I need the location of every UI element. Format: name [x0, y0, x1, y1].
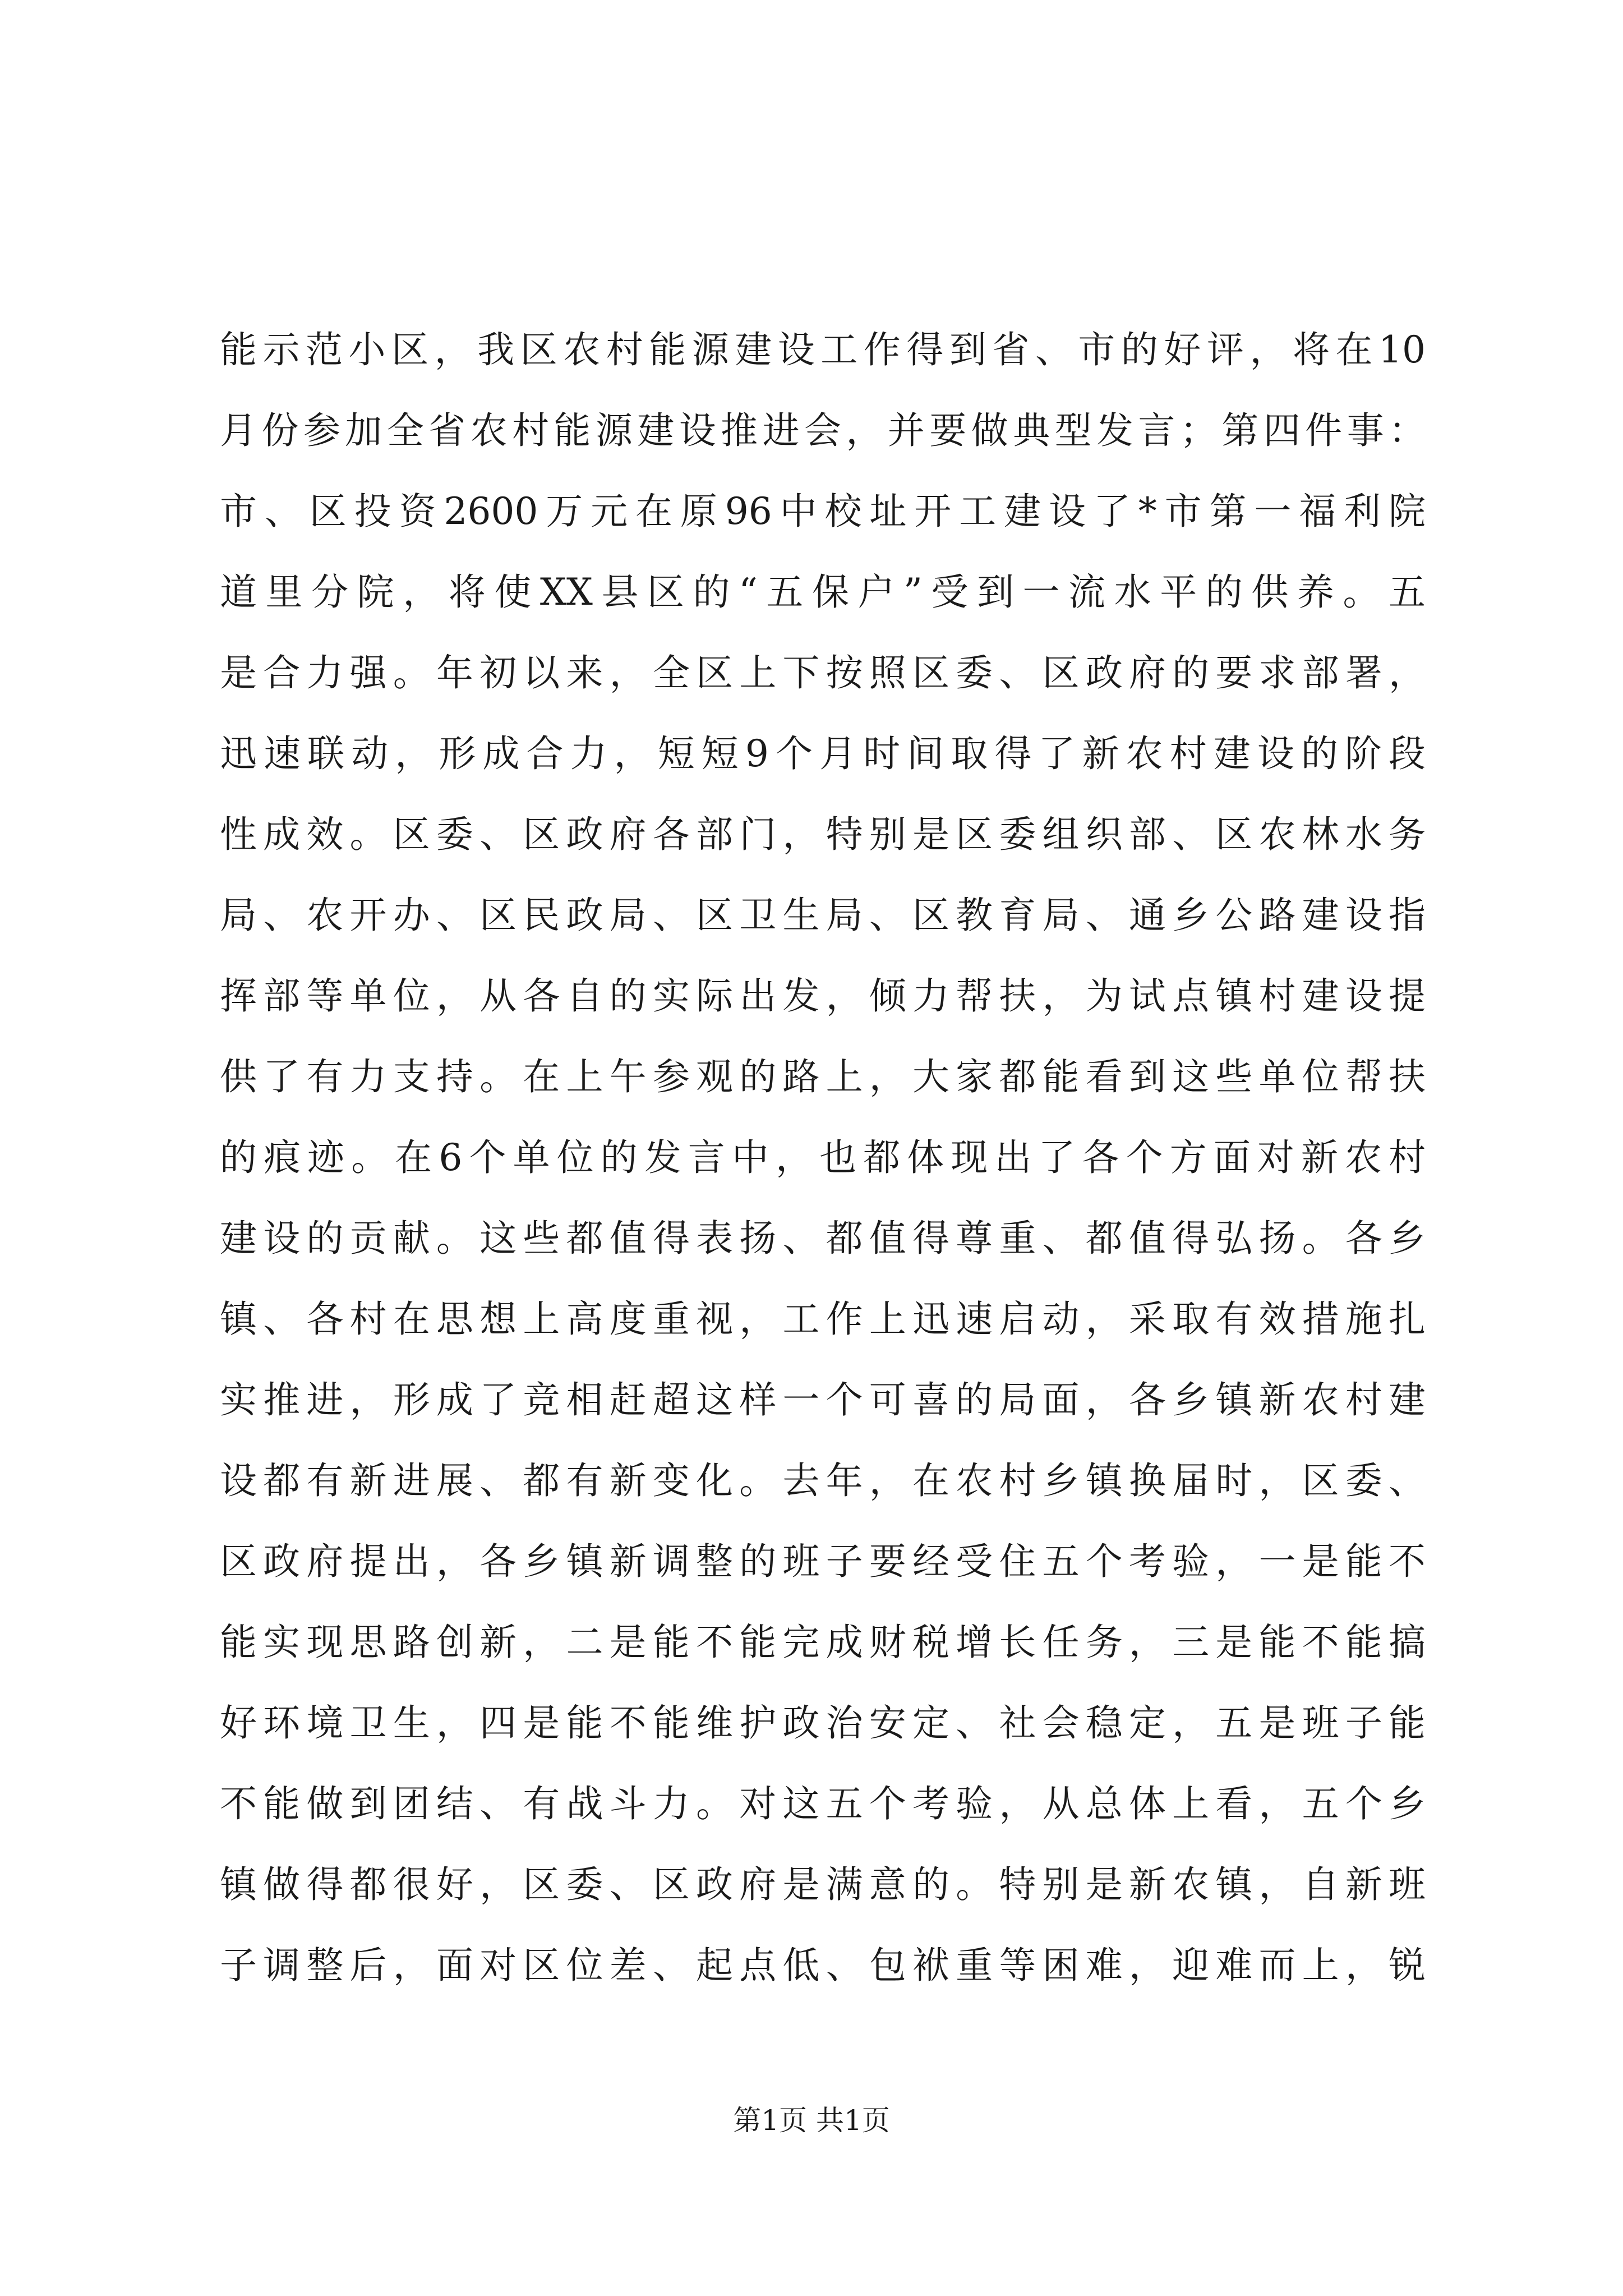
text-line-6: 迅速联动，形成合力，短短9个月时间取得了新农村建设的阶段 [220, 732, 1426, 775]
text-line-13: 镇、各村在思想上高度重视，工作上迅速启动，采取有效措施扎 [220, 1297, 1426, 1341]
page-footer [0, 2101, 1623, 2140]
text-line-3: 市、区投资2600万元在原96中校址开工建设了*市第一福利院 [220, 490, 1426, 533]
text-line-7: 性成效。区委、区政府各部门，特别是区委组织部、区农林水务 [220, 813, 1426, 856]
text-line-2: 月份参加全省农村能源建设推进会，并要做典型发言；第四件事： [220, 409, 1426, 452]
document-body [220, 310, 1426, 2006]
text-line-11: 的痕迹。在6个单位的发言中，也都体现出了各个方面对新农村 [220, 1136, 1426, 1179]
page-number-label: 第1页 共1页 [733, 2104, 890, 2137]
text-line-15: 设都有新进展、都有新变化。去年，在农村乡镇换届时，区委、 [220, 1459, 1426, 1502]
text-line-10: 供了有力支持。在上午参观的路上，大家都能看到这些单位帮扶 [220, 1055, 1426, 1098]
text-line-16: 区政府提出，各乡镇新调整的班子要经受住五个考验，一是能不 [220, 1540, 1426, 1583]
text-line-20: 镇做得都很好，区委、区政府是满意的。特别是新农镇，自新班 [220, 1863, 1426, 1906]
text-line-19: 不能做到团结、有战斗力。对这五个考验，从总体上看，五个乡 [220, 1782, 1426, 1825]
text-line-1: 能示范小区，我区农村能源建设工作得到省、市的好评，将在10 [220, 328, 1426, 371]
text-line-9: 挥部等单位，从各自的实际出发，倾力帮扶，为试点镇村建设提 [220, 974, 1426, 1018]
text-line-21: 子调整后，面对区位差、起点低、包袱重等困难，迎难而上，锐 [220, 1944, 1426, 1987]
text-line-18: 好环境卫生，四是能不能维护政治安定、社会稳定，五是班子能 [220, 1701, 1426, 1745]
text-line-5: 是合力强。年初以来，全区上下按照区委、区政府的要求部署， [220, 651, 1426, 694]
text-line-4: 道里分院，将使XX县区的“五保户”受到一流水平的供养。五 [220, 570, 1426, 614]
text-line-12: 建设的贡献。这些都值得表扬、都值得尊重、都值得弘扬。各乡 [220, 1217, 1426, 1260]
text-line-8: 局、农开办、区民政局、区卫生局、区教育局、通乡公路建设指 [220, 894, 1426, 937]
text-line-17: 能实现思路创新，二是能不能完成财税增长任务，三是能不能搞 [220, 1621, 1426, 1664]
text-line-14: 实推进，形成了竞相赶超这样一个可喜的局面，各乡镇新农村建 [220, 1378, 1426, 1421]
